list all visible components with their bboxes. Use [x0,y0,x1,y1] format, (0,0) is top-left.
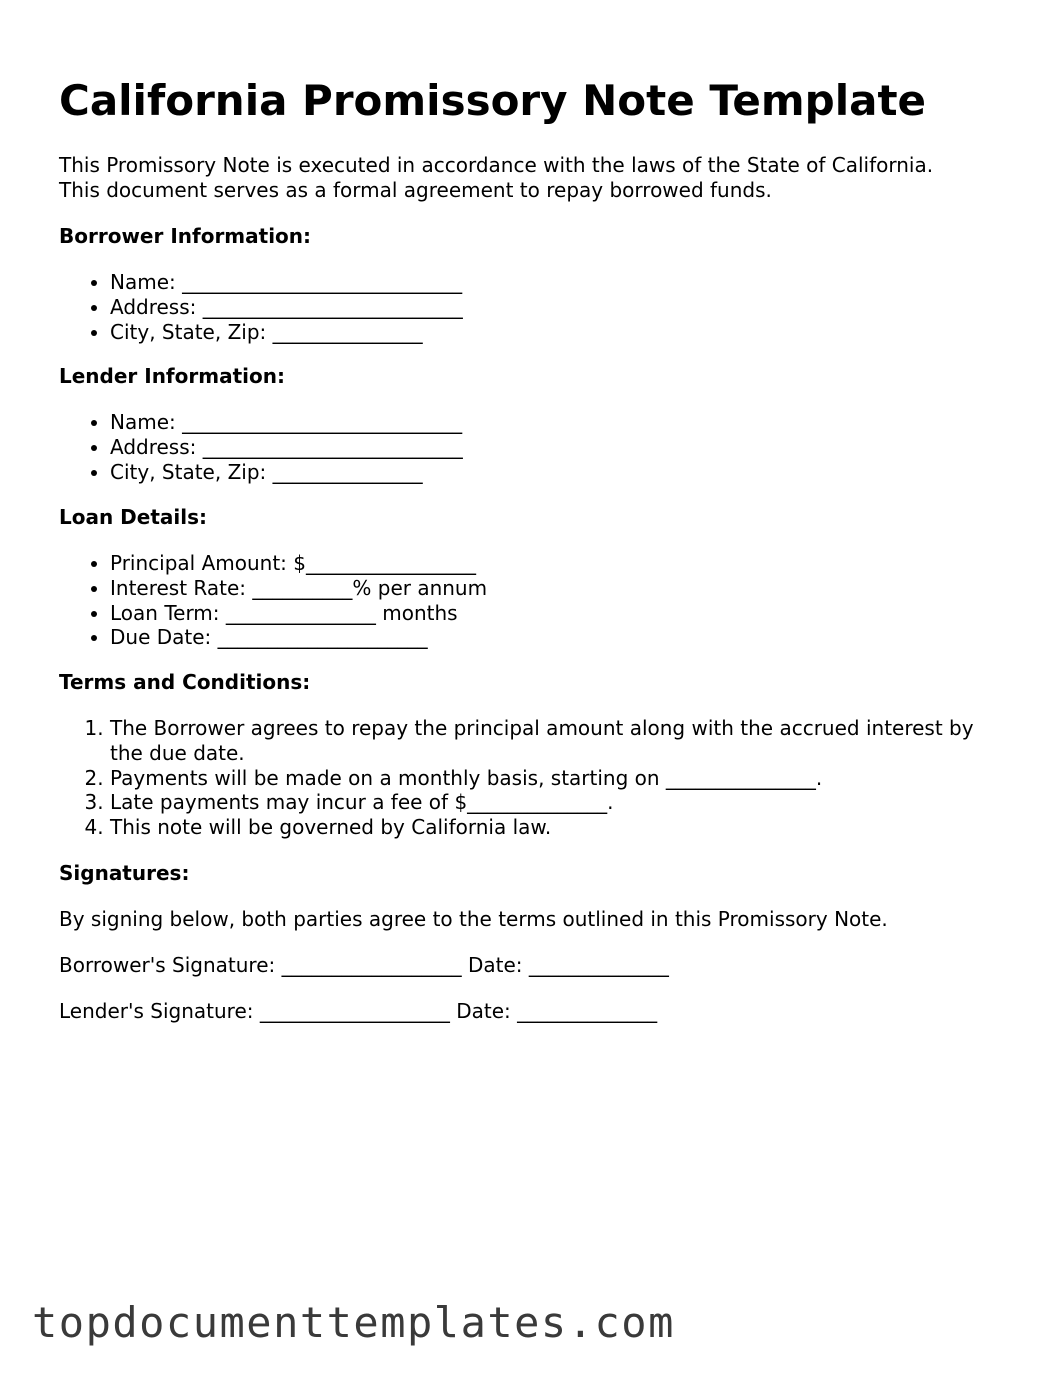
term-item: 2. Payments will be made on a monthly basis, starting on _______________. [110,766,1009,791]
terms-heading: Terms and Conditions: [59,670,311,694]
term-item: 1. The Borrower agrees to repay the principal amount along with the accrued interest by the due date. [110,716,1009,766]
borrower-address-field: • Address: __________________________ [110,295,1009,320]
signatures-heading: Signatures: [59,861,190,885]
page-title: California Promissory Note Template [59,76,927,125]
lender-heading: Lender Information: [59,364,285,388]
due-date-field: • Due Date: _____________________ [110,625,1009,650]
watermark: topdocumenttemplates.com [32,1298,675,1347]
lender-section [59,364,1009,484]
borrower-name-field: • Name: ____________________________ [110,270,1009,295]
borrower-city-field: • City, State, Zip: _______________ [110,320,1009,345]
loan-heading: Loan Details: [59,505,208,529]
lender-city-field: • City, State, Zip: _______________ [110,460,1009,485]
borrower-signature-line: Borrower's Signature: __________________ Date: ______________ [59,953,669,977]
borrower-heading: Borrower Information: [59,224,312,248]
loan-term-field: • Loan Term: _______________ months [110,601,1009,626]
terms-list [59,716,1009,840]
borrower-list [59,270,1009,344]
term-item: 4. This note will be governed by California law. [110,815,1009,840]
loan-list [59,551,1009,650]
interest-rate-field: • Interest Rate: __________% per annum [110,576,1009,601]
principal-amount-field: • Principal Amount: $_________________ [110,551,1009,576]
intro-line-2: This document serves as a formal agreement to repay borrowed funds. [59,178,772,202]
lender-signature-line: Lender's Signature: ___________________ Date: ______________ [59,999,658,1023]
loan-section [59,505,1009,650]
intro-line-1: This Promissory Note is executed in accordance with the laws of the State of California. [59,153,934,177]
lender-address-field: • Address: __________________________ [110,435,1009,460]
term-item: 3. Late payments may incur a fee of $______________. [110,790,1009,815]
intro-paragraph [59,153,1009,203]
lender-name-field: • Name: ____________________________ [110,410,1009,435]
borrower-section [59,224,1009,344]
lender-list [59,410,1009,484]
signatures-statement: By signing below, both parties agree to the terms outlined in this Promissory Note. [59,907,888,931]
signatures-section [59,861,1009,1024]
terms-section [59,670,1009,840]
